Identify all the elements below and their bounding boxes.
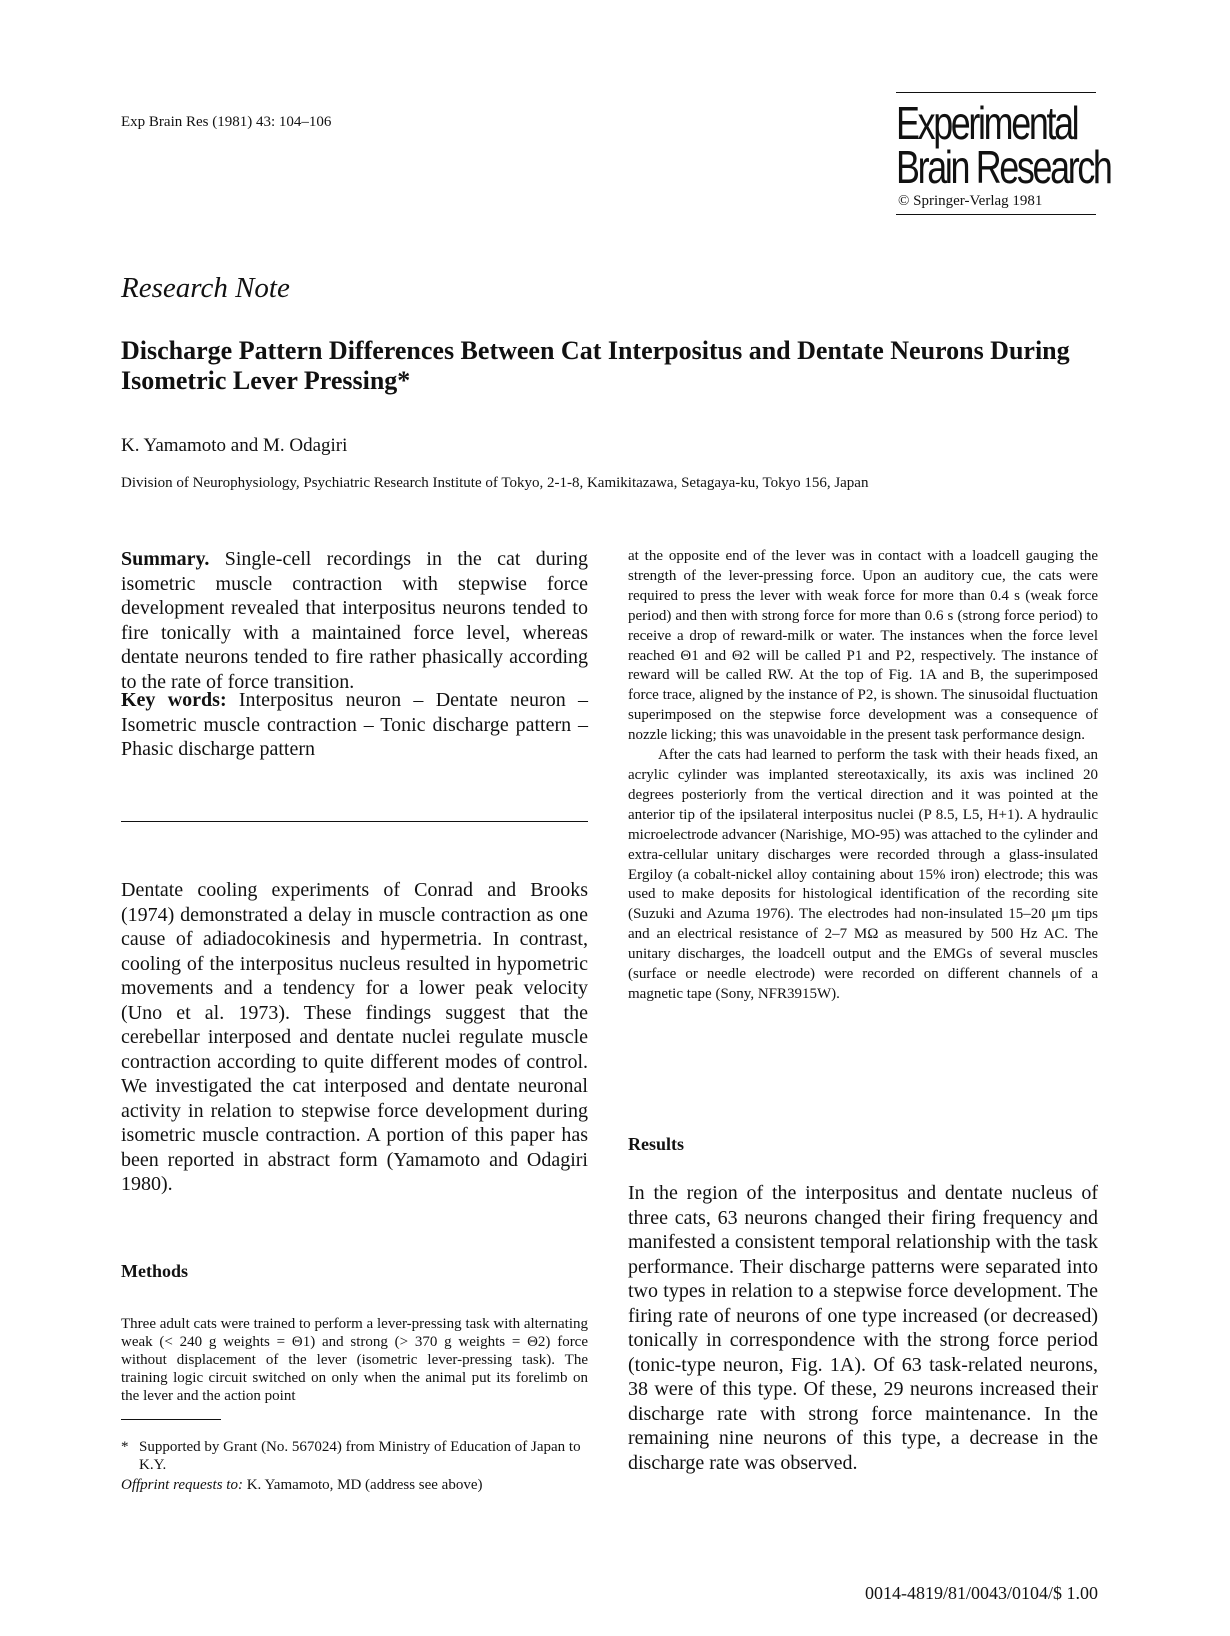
keywords-label: Key words:	[121, 689, 227, 711]
footnote-rule	[121, 1419, 221, 1420]
methods-continued-paragraph-1: at the opposite end of the lever was in contact with a loadcell gauging the strength of the lever-pressing force. Upon an auditory cue, the cats were required to press the lever with weak force for more than 0.4 s (weak force period) and then with strong force for more than 0.6 s (strong force period) to receive a drop of reward-milk or water. The instances when the force level reached Θ1 and Θ2 will be called P1 and P2, respectively. The instance of reward will be called RW. At the top of Fig. 1A and B, the superimposed force trace, aligned by the instance of P2, is shown. The sinusoidal fluctuation superimposed on the stepwise force development was a consequence of nozzle licking; this was unavoidable in the present task performance design.	[628, 548, 1098, 744]
journal-logo-line1: Experimental	[896, 97, 1078, 149]
grant-footnote-text: Supported by Grant (No. 567024) from Ministry of Education of Japan to K.Y.	[139, 1439, 581, 1473]
results-paragraph: In the region of the interpositus and dentate nucleus of three cats, 63 neurons changed their firing frequency and manifested a consistent temporal relationship with the task performance. Their discharge patterns were separated into two types in relation to a stepwise force development. The firing rate of neurons of one type increased (or decreased) tonically in correspondence with the strong force period (tonic-type neuron, Fig. 1A). Of 63 task-related neurons, 38 were of this type. Of these, 29 neurons increased their discharge rate with strong force maintenance. In the remaining nine neurons of this type, a decrease in the discharge rate was observed.	[628, 1182, 1098, 1474]
summary-label: Summary.	[121, 548, 210, 570]
footnote-marker: *	[121, 1439, 129, 1455]
methods-continued	[628, 547, 1098, 1005]
authors: K. Yamamoto and M. Odagiri	[121, 435, 348, 456]
summary-paragraph	[121, 547, 588, 694]
article-title: Discharge Pattern Differences Between Cat Interpositus and Dentate Neurons During Isometric Lever Pressing*	[121, 336, 1070, 395]
journal-citation: Exp Brain Res (1981) 43: 104–106	[121, 114, 332, 130]
abstract-divider	[121, 821, 588, 822]
summary-text: Single-cell recordings in the cat during isometric muscle contraction with stepwise force development revealed that interpositus neurons tended to fire tonically with a maintained force level, whereas dentate neurons tended to fire rather phasically according to the rate of force transition.	[121, 548, 588, 693]
offprint-footnote	[121, 1476, 483, 1494]
affiliation: Division of Neurophysiology, Psychiatric Research Institute of Tokyo, 2-1-8, Kamikitazawa, Setagaya-ku, Tokyo 156, Japan	[121, 475, 869, 491]
methods-continued-paragraph-2: After the cats had learned to perform the task with their heads fixed, an acrylic cylinder was implanted stereotaxically, its axis was inclined 20 degrees posteriorly from the vertical direction and it was pointed at the anterior tip of the ipsilateral interpositus nuclei (P 8.5, L5, H+1). A hydraulic microelectrode advancer (Narishige, MO-95) was attached to the cylinder and extra-cellular unitary discharges were recorded through a glass-insulated Ergiloy (a cobalt-nickel alloy containing about 15% iron) electrode; this was used to make deposits for histological identification of the recording site (Suzuki and Azuma 1976). The electrodes had non-insulated 15–20 μm tips and an electrical resistance of 2–7 MΩ as measured by 500 Hz AC. The unitary discharges, the loadcell output and the EMGs of several muscles (surface or needle electrode) were recorded on different channels of a magnetic tape (Sony, NFR3915W).	[628, 747, 1098, 1002]
introduction-paragraph: Dentate cooling experiments of Conrad and Brooks (1974) demonstrated a delay in muscle contraction as one cause of adiadocokinesis and hypermetria. In contrast, cooling of the interpositus nucleus resulted in hypometric movements and a tendency for a lower peak velocity (Uno et al. 1973). These findings suggest that the cerebellar interposed and dentate nuclei regulate muscle contraction according to quite different modes of control. We investigated the cat interposed and dentate neuronal activity in relation to stepwise force development during isometric muscle contraction. A portion of this paper has been reported in abstract form (Yamamoto and Odagiri 1980).	[121, 879, 588, 1195]
results-heading: Results	[628, 1134, 685, 1154]
document-code: 0014-4819/81/0043/0104/$ 1.00	[865, 1583, 1098, 1603]
grant-footnote	[121, 1438, 588, 1474]
methods-heading: Methods	[121, 1261, 188, 1281]
section-label: Research Note	[121, 272, 290, 304]
journal-logo-line2: Brain Research	[896, 141, 1111, 193]
offprint-label: Offprint requests to:	[121, 1477, 243, 1493]
offprint-text: K. Yamamoto, MD (address see above)	[242, 1477, 483, 1493]
methods-paragraph: Three adult cats were trained to perform a lever-pressing task with alternating weak (< 240 g weights = Θ1) and strong (> 370 g weights = Θ2) force without displacement of the lever (isometric lever-pressing task). The training logic circuit switched on only when the animal put its forelimb on the lever and the action point	[121, 1316, 588, 1404]
logo-rule-top	[896, 92, 1096, 93]
keywords-paragraph	[121, 688, 588, 762]
logo-rule-bottom	[896, 214, 1096, 215]
copyright-notice: © Springer-Verlag 1981	[898, 193, 1043, 209]
keywords-text: Interpositus neuron – Dentate neuron – Isometric muscle contraction – Tonic discharge pattern – Phasic discharge pattern	[121, 689, 588, 760]
